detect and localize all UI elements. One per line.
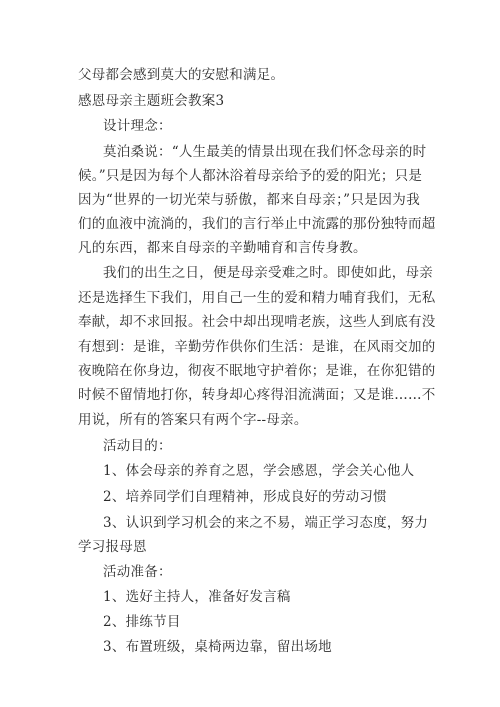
- text-line: 莫泊桑说：“人生最美的情景出现在我们怀念母亲的时: [103, 144, 427, 160]
- text-line: 夜晚陪在你身边，彻夜不眠地守护着你；是谁，在你犯错的: [78, 363, 436, 379]
- subheading-design-concept: 设计理念：: [103, 118, 172, 134]
- list-item: 3、认识到学习机会的来之不易，端正学习态度，努力: [103, 515, 429, 531]
- list-item: 2、培养同学们自理精神，形成良好的劳动习惯: [103, 489, 387, 505]
- list-item: 2、排练节目: [103, 614, 181, 630]
- text-line: 们的血液中流淌的，我们的言行举止中流露的那份独特而超: [78, 216, 436, 232]
- text-line: 用说，所有的答案只有两个字--母亲。: [78, 412, 308, 428]
- list-item: 1、体会母亲的养育之恩，学会感恩，学会关心他人: [103, 463, 415, 479]
- text-line: 因为“世界的一切光荣与骄傲，都来自母亲；”只是因为我: [78, 192, 420, 208]
- list-item: 1、选好主持人，准备好发言稿: [103, 589, 291, 605]
- text-line: 父母都会感到莫大的安慰和满足。: [78, 67, 285, 83]
- text-line: 我们的出生之日，便是母亲受难之时。即使如此，母亲: [103, 265, 433, 281]
- subheading-activity-goals: 活动目的：: [103, 438, 172, 454]
- list-item-continuation: 学习报母恩: [78, 539, 147, 555]
- list-item: 3、布置班级，桌椅两边靠，留出场地: [103, 639, 332, 655]
- text-line: 有想到：是谁，辛勤劳作供你们生活：是谁，在风雨交加的: [78, 339, 436, 355]
- text-line: 时候不留情地打你，转身却心疼得泪流满面；又是谁……不: [78, 387, 436, 403]
- text-line: 凡的东西，都来自母亲的辛勤哺育和言传身教。: [78, 240, 367, 256]
- text-line: 候。”只是因为每个人都沐浴着母亲给予的爱的阳光；只是: [78, 168, 423, 184]
- section-heading: 感恩母亲主题班会教案3: [78, 93, 225, 109]
- text-line: 还是选择生下我们，用自己一生的爱和精力哺育我们，无私: [78, 290, 436, 306]
- text-line: 奉献，却不求回报。社会中却出现啃老族，这些人到底有没: [78, 314, 436, 330]
- subheading-activity-preparation: 活动准备：: [103, 564, 172, 580]
